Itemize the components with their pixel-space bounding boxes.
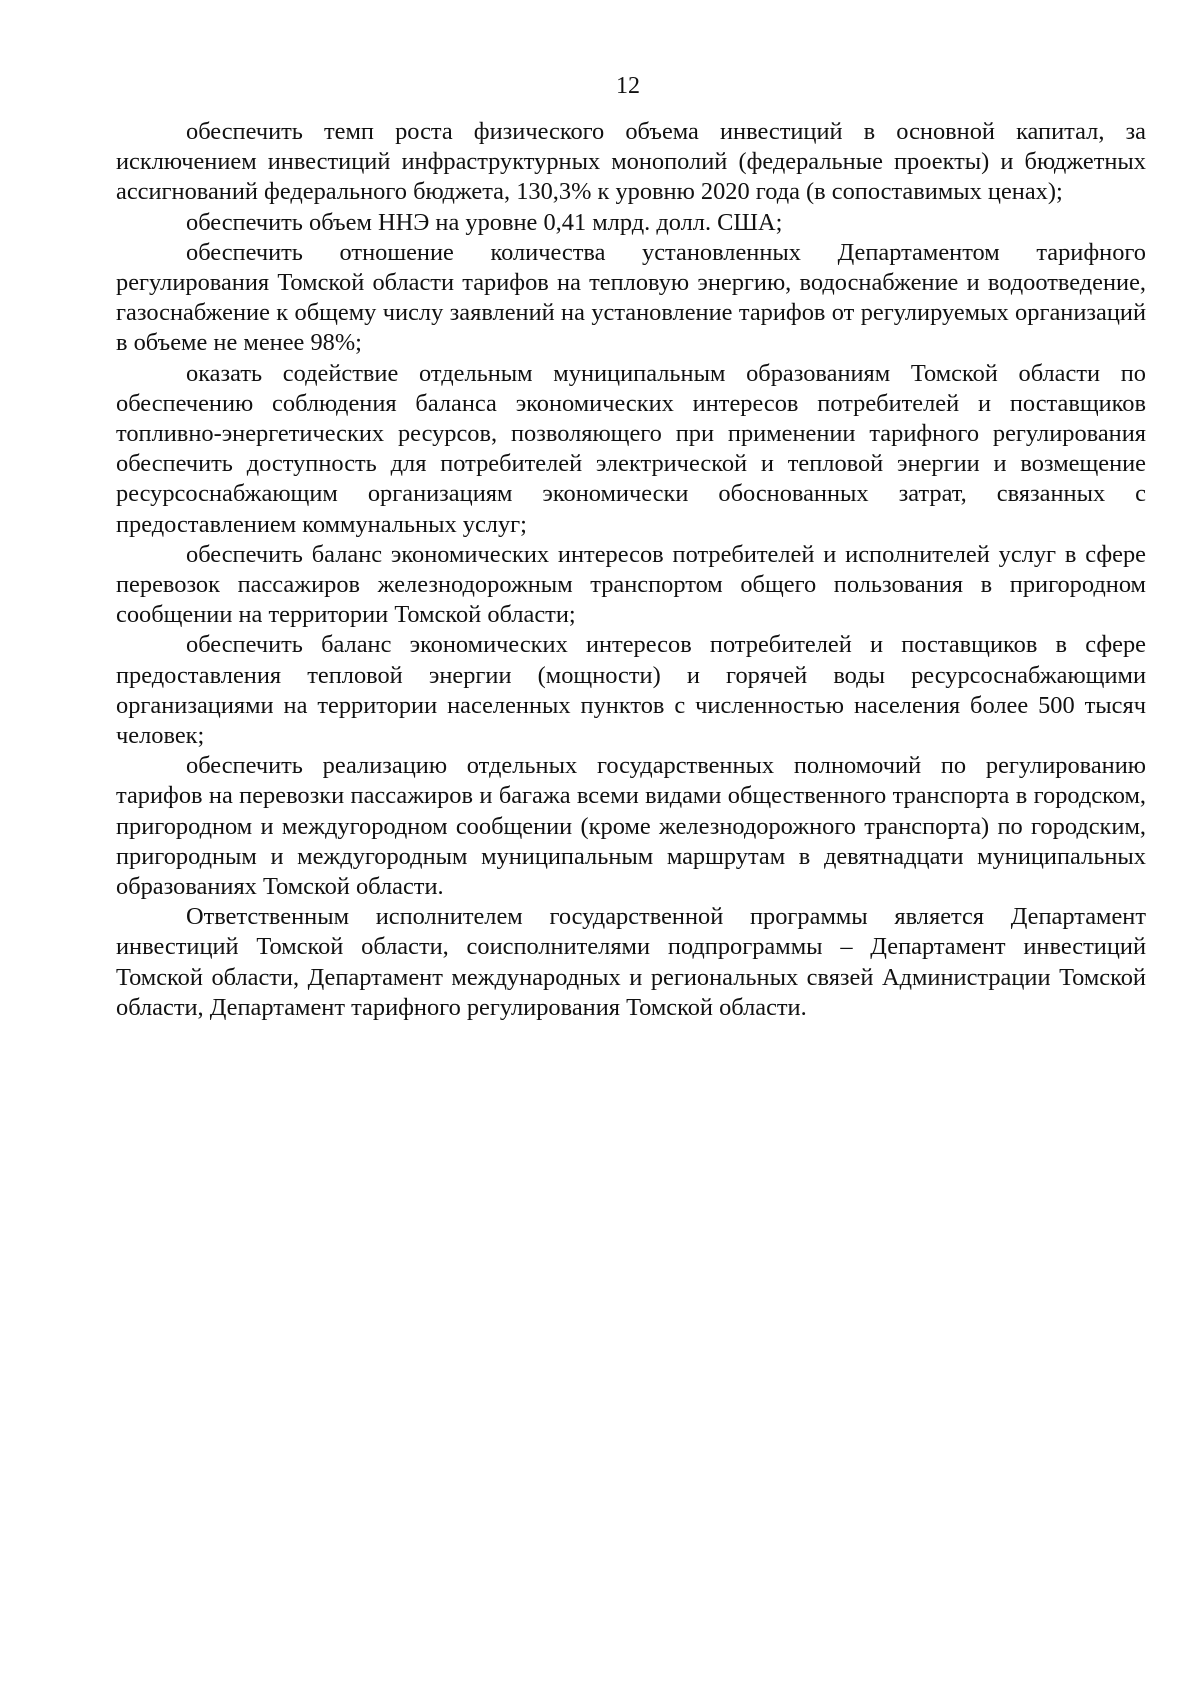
paragraph-1: обеспечить темп роста физического объема инвестиций в основной капитал, за исключением инвестиций инфраструктурных монополий (федеральные проекты) и бюджетных ассигнований федерального бюджета, 130,3% к уровню 2020 года (в сопоставимых ценах);: [116, 118, 1146, 206]
paragraph-5: обеспечить баланс экономических интересов потребителей и исполнителей услуг в сфере перевозок пассажиров железнодорожным транспортом общего пользования в пригородном сообщении на территории Томской области;: [116, 540, 1146, 629]
paragraph-3: обеспечить отношение количества установленных Департаментом тарифного регулирования Томской области тарифов на тепловую энергию, водоснабжение и водоотведение, газоснабжение к общему числу заявлений на установление тарифов от регулируемых организаций в объеме не менее 98%;: [116, 238, 1146, 357]
paragraph-4: оказать содействие отдельным муниципальным образованиям Томской области по обеспечению соблюдения баланса экономических интересов потребителей и поставщиков топливно-энергетических ресурсов, позволяющего при применении тарифного регулирования обеспечить доступность для потребителей электрической и тепловой энергии и возмещение ресурсоснабжающим организациям экономически обоснованных затрат, связанных с предоставлением коммунальных услуг;: [116, 359, 1146, 538]
paragraph-6: обеспечить баланс экономических интересов потребителей и поставщиков в сфере предоставления тепловой энергии (мощности) и горячей воды ресурсоснабжающими организациями на территории населенных пунктов с численностью населения более 500 тысяч человек;: [116, 631, 1146, 750]
paragraph-7: обеспечить реализацию отдельных государственных полномочий по регулированию тарифов на перевозки пассажиров и багажа всеми видами общественного транспорта в городском, пригородном и междугородном сообщении (кроме железнодорожного транспорта) по городским, пригородным и междугородным муниципальным маршрутам в девятнадцати муниципальных образованиях Томской области.: [116, 752, 1146, 901]
page-number: 12: [616, 73, 640, 99]
paragraph-2: обеспечить объем ННЭ на уровне 0,41 млрд. долл. США;: [186, 208, 783, 236]
document-body: [116, 117, 1146, 1023]
paragraph-8: Ответственным исполнителем государственной программы является Департамент инвестиций Томской области, соисполнителями подпрограммы – Департамент инвестиций Томской области, Департамент международных и региональных связей Администрации Томской области, Департамент тарифного регулирования Томской области.: [116, 903, 1146, 1021]
